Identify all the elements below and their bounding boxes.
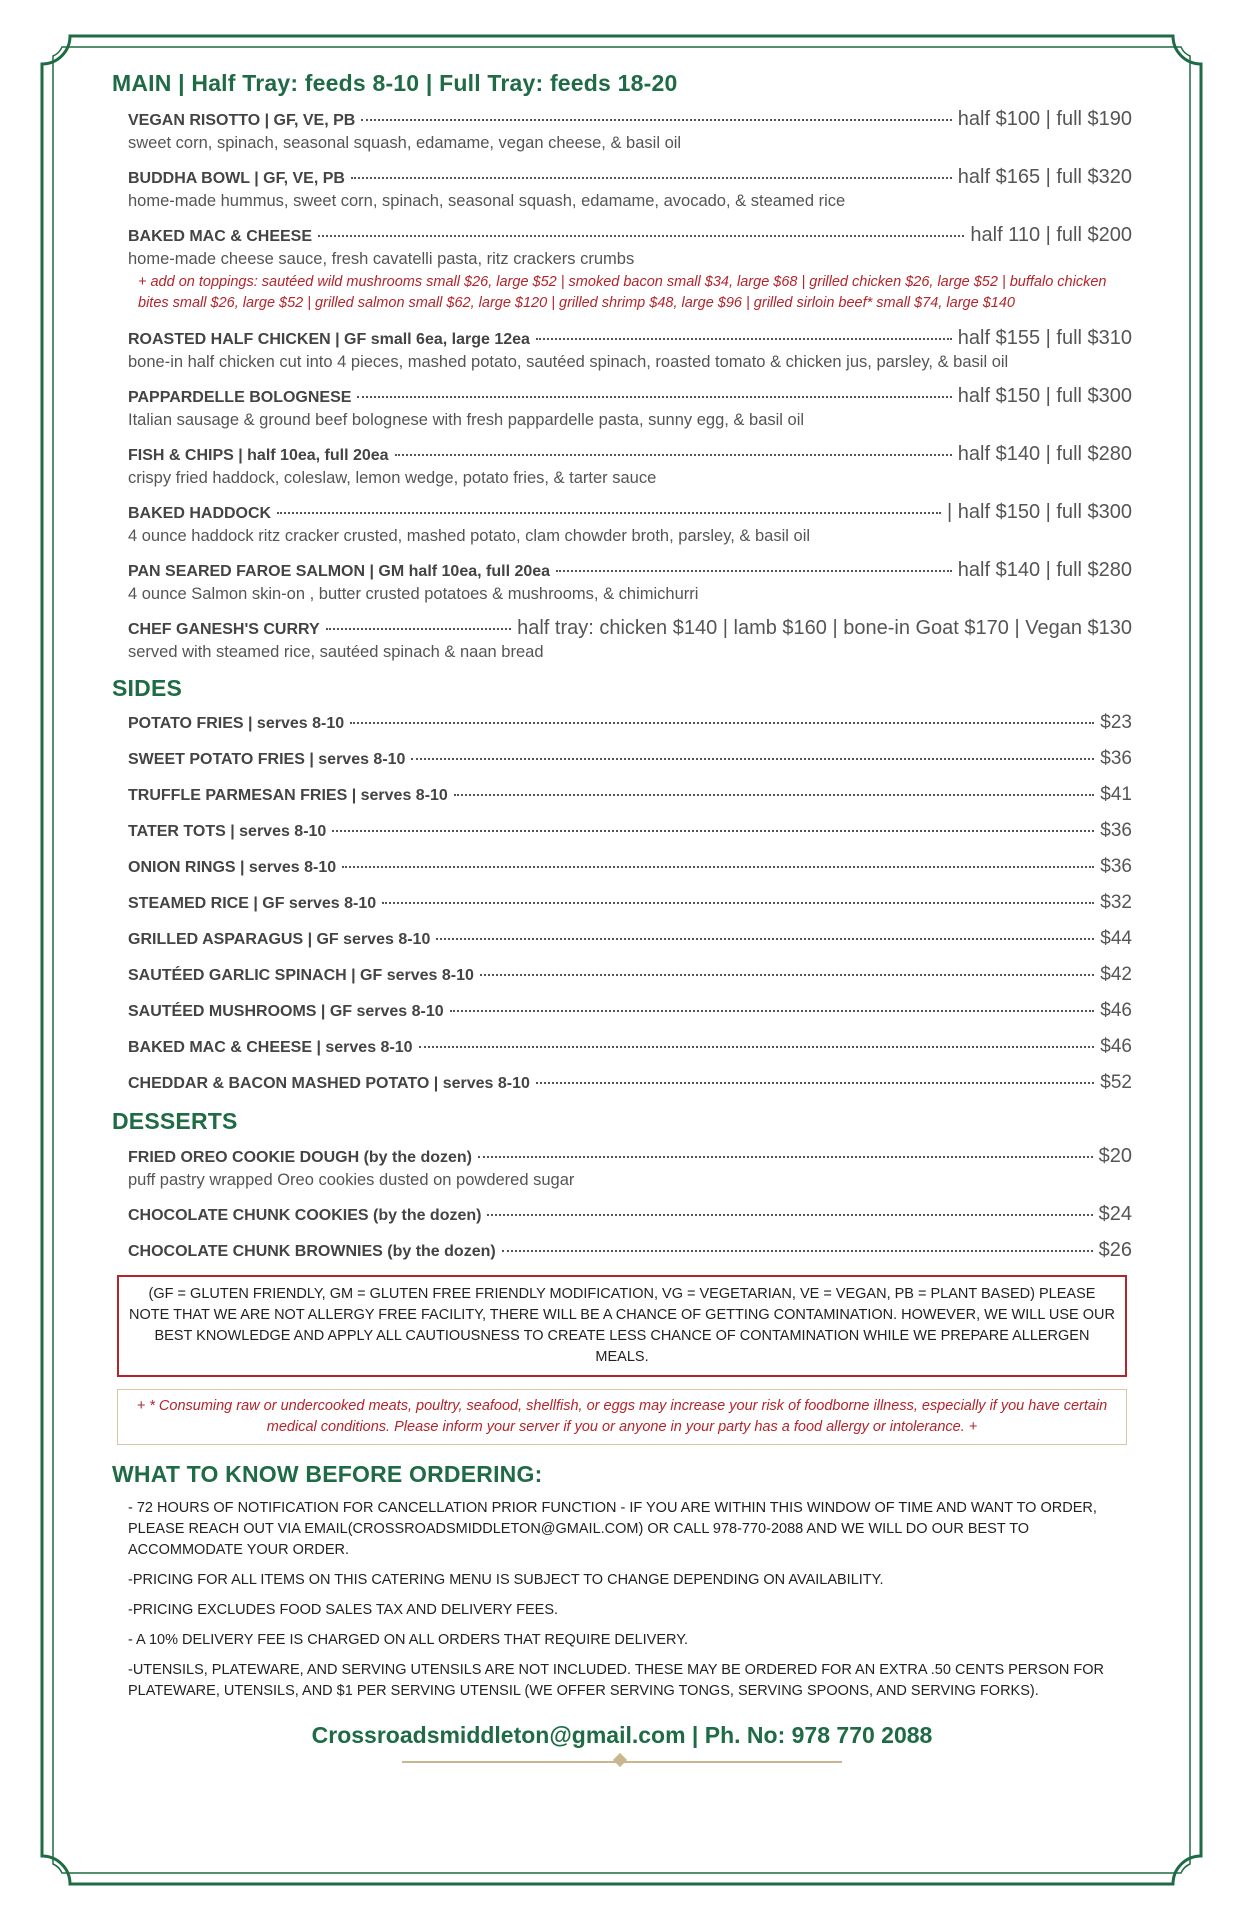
allergen-notice: (GF = GLUTEN FRIENDLY, GM = GLUTEN FREE FRIENDLY MODIFICATION, VG = VEGETARIAN, VE = VEGAN, PB = PLANT BASED) PLEASE NOTE THAT WE ARE NOT ALLERGY FREE FACILITY, THERE WILL BE A CHANCE OF GETTING CONTAMINATION. HOWEVER, WE WILL USE OUR BEST KNOWLEDGE AND APPLY ALL CAUTIOUSNESS TO CREATE LESS CHANCE OF CONTAMINATION WHILE WE PREPARE ALLERGEN MEALS. [117,1275,1127,1377]
menu-item [128,224,1132,314]
item-price: $24 [1098,1203,1132,1225]
item-price: $52 [1100,1072,1132,1093]
list-item [128,964,1132,986]
item-price: half $155 | full $310 [957,327,1132,349]
item-name: BAKED MAC & CHEESE | serves 8-10 [128,1039,413,1056]
item-description: bone-in half chicken cut into 4 pieces, mashed potato, sautéed spinach, roasted tomato & chicken jus, parsley, & basil oil [128,353,1009,371]
consumer-warning: + * Consuming raw or undercooked meats, poultry, seafood, shellfish, or eggs may increase your risk of foodborne illness, especially if you have certain medical conditions. Please inform your server if you or anyone in your party has a food allergy or intolerance. + [117,1389,1127,1445]
list-item [128,928,1132,950]
item-description: Italian sausage & ground beef bolognese with fresh pappardelle pasta, sunny egg, & basil oil [128,411,805,429]
footer-divider [402,1755,842,1769]
item-name: ONION RINGS | serves 8-10 [128,859,337,876]
desserts-section-title: DESSERTS [112,1108,238,1134]
list-item [128,1239,1132,1262]
menu-content [112,70,1132,1769]
item-description: 4 ounce haddock ritz cracker crusted, mashed potato, clam chowder broth, parsley, & basil oil [128,527,811,545]
item-price: half $140 | full $280 [957,559,1132,581]
ordering-section-title: WHAT TO KNOW BEFORE ORDERING: [112,1461,543,1487]
item-price: | half $150 | full $300 [947,501,1132,523]
item-description: home-made cheese sauce, fresh cavatelli pasta, ritz crackers crumbs [128,250,635,268]
item-price: $36 [1100,820,1132,841]
main-section-title: MAIN | Half Tray: feeds 8-10 | Full Tray: feeds 18-20 [112,70,678,96]
item-name: SWEET POTATO FRIES | serves 8-10 [128,751,406,768]
item-price: $46 [1100,1000,1132,1021]
list-item [128,1072,1132,1094]
list-item: -PRICING FOR ALL ITEMS ON THIS CATERING MENU IS SUBJECT TO CHANGE DEPENDING ON AVAILABILITY. [128,1572,884,1588]
menu-item [128,108,1132,153]
list-item [128,820,1132,842]
item-name: CHOCOLATE CHUNK COOKIES (by the dozen) [128,1207,482,1224]
list-item: - 72 HOURS OF NOTIFICATION FOR CANCELLATION PRIOR FUNCTION - IF YOU ARE WITHIN THIS WINDOW OF TIME AND WANT TO ORDER, PLEASE REACH OUT VIA EMAIL(CROSSROADSMIDDLETON@GMAIL.COM) OR CALL 978-770-2088 AND WE WILL DO OUR BEST TO ACCOMMODATE YOUR ORDER. [128,1500,1097,1558]
list-item [128,892,1132,914]
item-name: FRIED OREO COOKIE DOUGH (by the dozen) [128,1149,473,1166]
menu-item [128,501,1132,546]
item-description: crispy fried haddock, coleslaw, lemon wedge, potato fries, & tarter sauce [128,469,657,487]
item-price: half tray: chicken $140 | lamb $160 | bone-in Goat $170 | Vegan $130 [517,617,1132,639]
list-item [128,1036,1132,1058]
menu-item [128,327,1132,372]
item-price: half $100 | full $190 [957,108,1132,130]
list-item: -PRICING EXCLUDES FOOD SALES TAX AND DELIVERY FEES. [128,1602,559,1618]
item-name: CHOCOLATE CHUNK BROWNIES (by the dozen) [128,1243,496,1260]
item-price: $36 [1100,748,1132,769]
sides-list [112,712,1132,1094]
item-name: CHEF GANESH'S CURRY [128,621,320,638]
item-price: half $165 | full $320 [957,166,1132,188]
item-price: half $150 | full $300 [957,385,1132,407]
item-price: $41 [1100,784,1132,805]
item-description: home-made hummus, sweet corn, spinach, seasonal squash, edamame, avocado, & steamed rice [128,192,846,210]
item-price: $42 [1100,964,1132,985]
item-name: PAN SEARED FAROE SALMON | GM half 10ea, full 20ea [128,563,551,580]
menu-item [128,617,1132,662]
item-name: ROASTED HALF CHICKEN | GF small 6ea, large 12ea [128,331,530,348]
item-name: GRILLED ASPARAGUS | GF serves 8-10 [128,931,431,948]
item-description: puff pastry wrapped Oreo cookies dusted on powdered sugar [128,1171,575,1189]
item-name: FISH & CHIPS | half 10ea, full 20ea [128,447,389,464]
list-item [128,784,1132,806]
item-name: STEAMED RICE | GF serves 8-10 [128,895,377,912]
diamond-ornament-icon [613,1753,627,1767]
item-name: BAKED HADDOCK [128,505,272,522]
sides-section-title: SIDES [112,675,183,701]
item-price: half $140 | full $280 [957,443,1132,465]
list-item: -UTENSILS, PLATEWARE, AND SERVING UTENSILS ARE NOT INCLUDED. THESE MAY BE ORDERED FOR AN EXTRA .50 CENTS PERSON FOR PLATEWARE, UTENSILS, AND $1 PER SERVING UTENSIL (WE OFFER SERVING TONGS, SERVING SPOONS, AND SERVING FORKS). [128,1662,1105,1699]
item-name: CHEDDAR & BACON MASHED POTATO | serves 8-10 [128,1075,530,1092]
item-name: TATER TOTS | serves 8-10 [128,823,327,840]
list-item [128,712,1132,734]
list-item: - A 10% DELIVERY FEE IS CHARGED ON ALL ORDERS THAT REQUIRE DELIVERY. [128,1632,689,1648]
item-price: $44 [1100,928,1132,949]
item-name: SAUTÉED GARLIC SPINACH | GF serves 8-10 [128,967,474,984]
menu-item [128,559,1132,604]
item-description: served with steamed rice, sautéed spinach & naan bread [128,643,544,661]
list-item [128,748,1132,770]
footer-contact: Crossroadsmiddleton@gmail.com | Ph. No: 978 770 2088 [311,1722,933,1748]
list-item [128,1203,1132,1226]
item-price: $23 [1100,712,1132,733]
item-price: $36 [1100,856,1132,877]
item-name: VEGAN RISOTTO | GF, VE, PB [128,112,356,129]
list-item [128,856,1132,878]
item-price: half 110 | full $200 [970,224,1132,246]
item-name: BUDDHA BOWL | GF, VE, PB [128,170,345,187]
list-item [128,1145,1132,1190]
menu-item [128,166,1132,211]
item-name: BAKED MAC & CHEESE [128,228,313,245]
item-description: 4 ounce Salmon skin-on , butter crusted potatoes & mushrooms, & chimichurri [128,585,699,603]
item-description: sweet corn, spinach, seasonal squash, edamame, vegan cheese, & basil oil [128,134,682,152]
item-name: POTATO FRIES | serves 8-10 [128,715,345,732]
menu-item [128,385,1132,430]
item-price: $32 [1100,892,1132,913]
mac-addons-note: + add on toppings: sautéed wild mushrooms small $26, large $52 | smoked bacon small $34, large $68 | grilled chicken $26, large $52 | buffalo chicken bites small $26, large $52 | grilled salmon small $62, large $120 | grilled shrimp $48, large $96 | grilled sirloin beef* small $74, large $140 [138,274,1107,311]
item-name: SAUTÉED MUSHROOMS | GF serves 8-10 [128,1003,444,1020]
item-price: $46 [1100,1036,1132,1057]
item-name: TRUFFLE PARMESAN FRIES | serves 8-10 [128,787,448,804]
ordering-info-list [128,1498,1132,1702]
menu-item [128,443,1132,488]
list-item [128,1000,1132,1022]
item-price: $20 [1098,1145,1132,1167]
item-name: PAPPARDELLE BOLOGNESE [128,389,352,406]
item-price: $26 [1098,1239,1132,1261]
